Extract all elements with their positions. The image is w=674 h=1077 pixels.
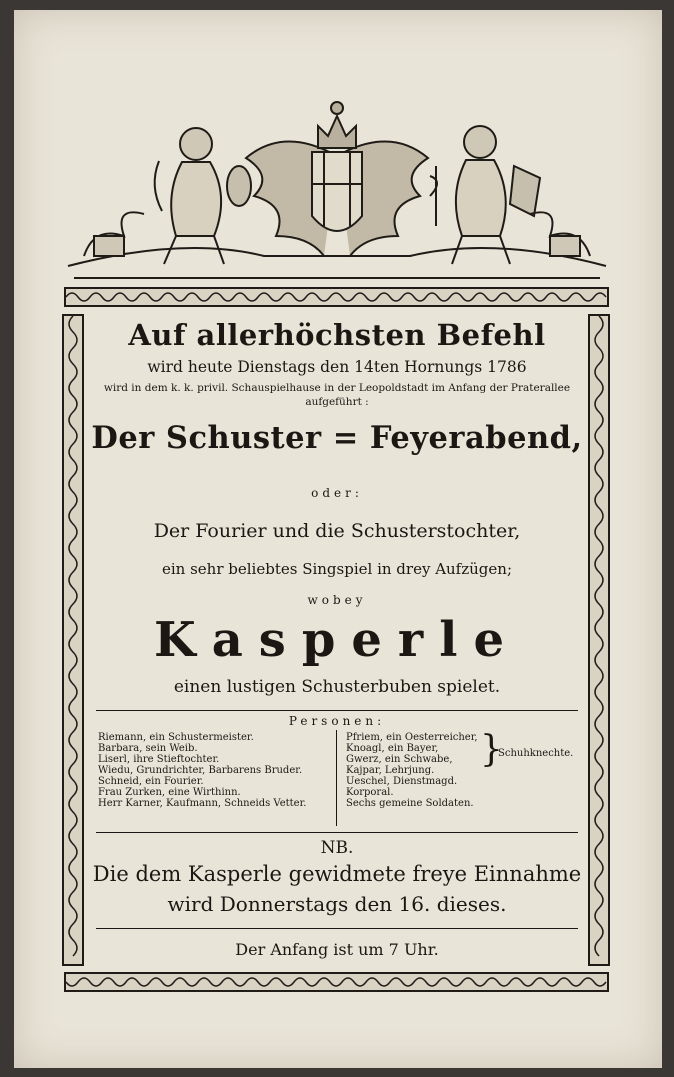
list-item: Frau Zurken, eine Wirthinn. (98, 787, 241, 798)
list-item: Herr Karner, Kaufmann, Schneids Vetter. (98, 798, 307, 809)
brace-glyph: } (480, 729, 503, 770)
whereby-word: wobey (307, 593, 367, 607)
list-item: Wiedu, Grundrichter, Barbarens Bruder. (98, 765, 303, 776)
venue-line: wird in dem k. k. privil. Schauspielhause in der Leopoldstadt im Anfang der Praterallee (103, 382, 571, 394)
list-item: Korporal. (346, 787, 394, 798)
divider-rule (96, 832, 578, 833)
divider-rule (96, 928, 578, 929)
ornamental-border-right (588, 314, 610, 966)
playbill-text-area (88, 316, 586, 966)
ornamental-border-left (62, 314, 84, 966)
list-item: Sechs gemeine Soldaten. (346, 798, 474, 809)
persons-heading: Personen: (288, 714, 386, 728)
ornamental-border-top (64, 287, 609, 307)
ornamental-border-bottom (64, 972, 609, 992)
cast-list-left (98, 732, 326, 809)
genre-line: ein sehr beliebtes Singspiel in drey Aufzügen; (162, 560, 512, 578)
list-item: Liserl, ihre Stieftochter. (98, 754, 220, 765)
divider-rule (96, 710, 578, 711)
or-word: oder: (311, 486, 363, 500)
play-title: Der Schuster = Feyerabend, (91, 420, 583, 456)
list-item: Knoagl, ein Bayer, (346, 743, 439, 754)
list-item: Schneid, ein Fourier. (98, 776, 204, 787)
nb-note: NB. (320, 838, 354, 858)
list-item: Riemann, ein Schustermeister. (98, 732, 254, 743)
benefit-line-1: Die dem Kasperle gewidmete freye Einnahme (92, 862, 582, 886)
imperial-crest-engraving (64, 86, 610, 286)
benefit-line-2: wird Donnerstags den 16. dieses. (167, 892, 507, 916)
start-time: Der Anfang ist um 7 Uhr. (235, 940, 439, 959)
journeymen-label: Schuhknechte. (498, 748, 574, 759)
cast-list-right (346, 732, 496, 809)
list-item: Barbara, sein Weib. (98, 743, 198, 754)
list-item: Gwerz, ein Schwabe, (346, 754, 453, 765)
star-role: einen lustigen Schusterbuben spielet. (173, 677, 501, 697)
list-item: Kajpar, Lehrjung. (346, 765, 435, 776)
column-divider (336, 730, 337, 826)
performed-line: aufgeführt : (305, 396, 369, 408)
star-name: Kasperle (153, 612, 520, 668)
date-line: wird heute Dienstags den 14ten Hornungs 1786 (147, 358, 527, 376)
list-item: Pfriem, ein Oesterreicher, (346, 732, 478, 743)
heading: Auf allerhöchsten Befehl (128, 318, 546, 352)
subtitle: Der Fourier und die Schusterstochter, (153, 520, 521, 542)
list-item: Ueschel, Dienstmagd. (346, 776, 458, 787)
